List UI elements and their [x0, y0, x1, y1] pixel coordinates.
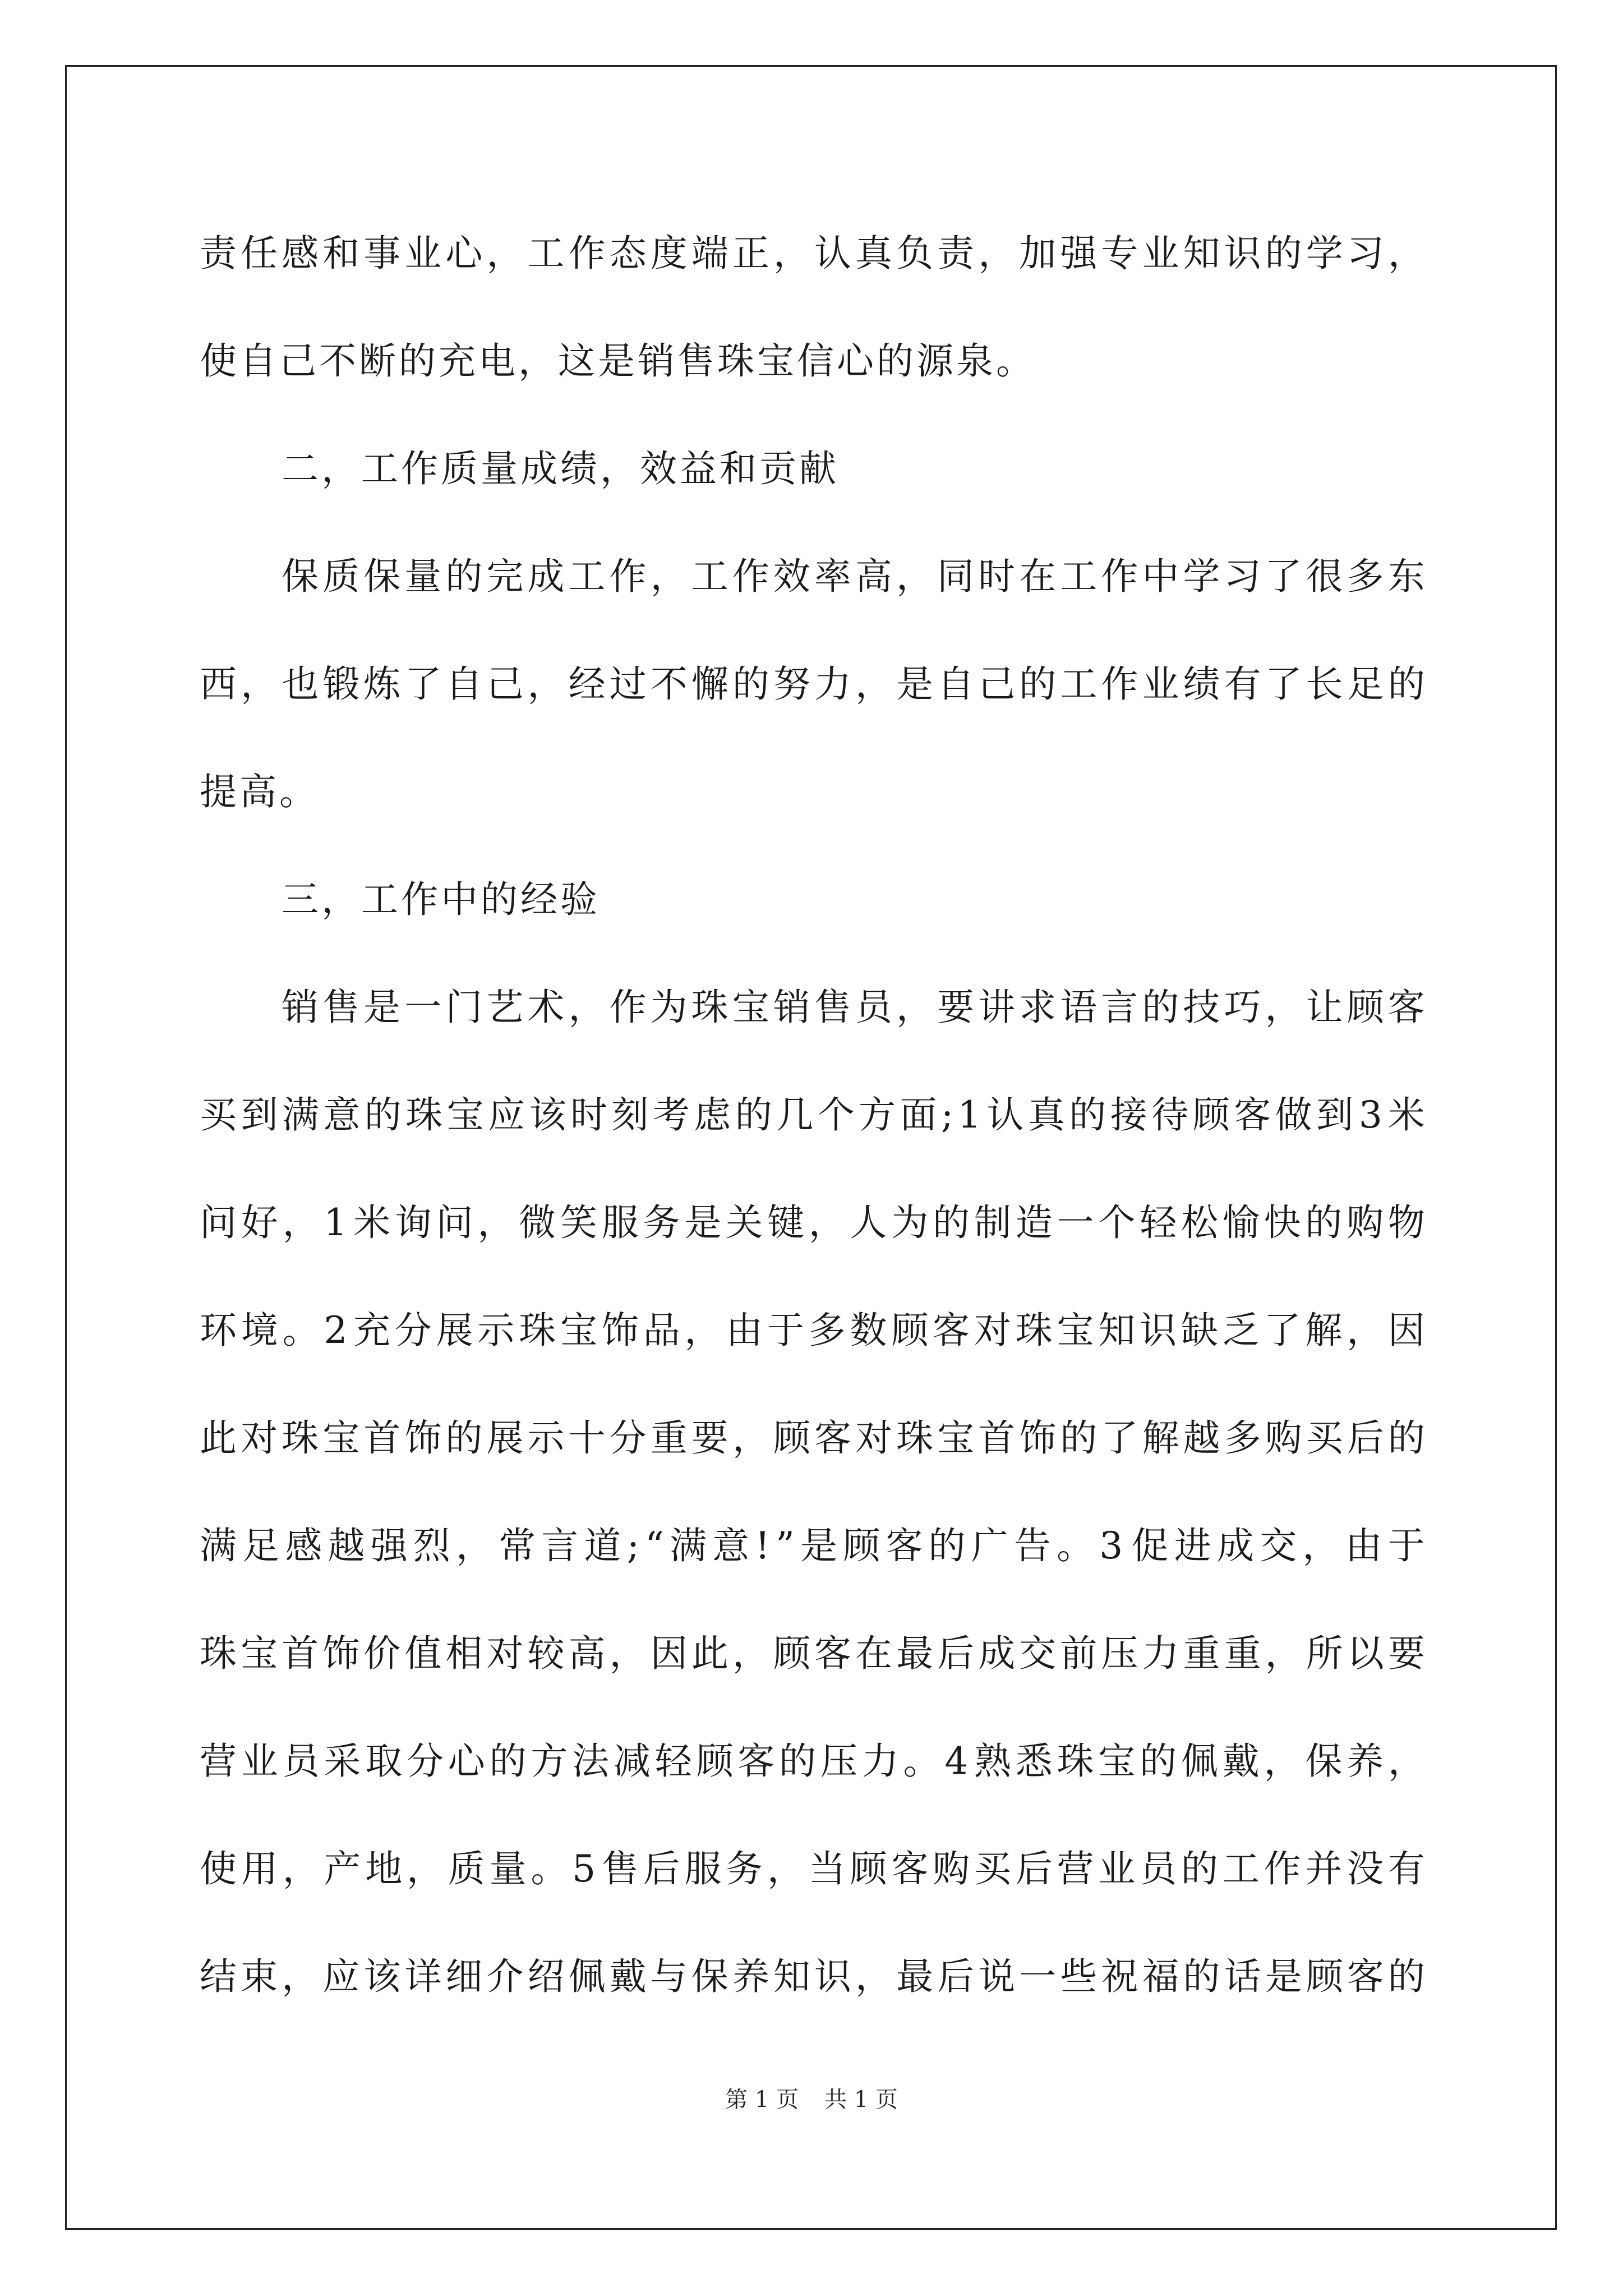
- page-number-total: 共 1 页: [824, 2087, 898, 2113]
- page-footer: [0, 2086, 1623, 2114]
- text-line: 保 质 保 量 的 完 成 工 作 ， 工 作 效 率 高 ， 同 时 在 工 作 中 学 习 了 很 多 东: [282, 555, 1428, 598]
- text-line: 结 束 ， 应 该 详 细 介 绍 佩 戴 与 保 养 知 识 ， 最 后 说 一 些 祝 福 的 话 是 顾 客 的: [200, 1955, 1428, 1998]
- text-line: 环 境 。 2 充 分 展 示 珠 宝 饰 品 ， 由 于 多 数 顾 客 对 珠 宝 知 识 缺 乏 了 解 ， 因: [200, 1309, 1428, 1352]
- text-line: 二，工作质量成绩，效益和贡献: [282, 447, 839, 490]
- text-line: 销 售 是 一 门 艺 术 ， 作 为 珠 宝 销 售 员 ， 要 讲 求 语 言 的 技 巧 ， 让 顾 客: [282, 986, 1428, 1029]
- text-line: 珠 宝 首 饰 价 值 相 对 较 高 ， 因 此 ， 顾 客 在 最 后 成 交 前 压 力 重 重 ， 所 以 要: [200, 1632, 1428, 1675]
- text-line: 满 足 感 越 强 烈 ， 常 言 道 ; “ 满 意 ! ” 是 顾 客 的 广 告 。 3 促 进 成 交 ， 由 于: [200, 1524, 1428, 1567]
- text-line: 使 用 ， 产 地 ， 质 量 。 5 售 后 服 务 ， 当 顾 客 购 买 后 营 业 员 的 工 作 并 没 有: [200, 1847, 1428, 1890]
- text-line: 责 任 感 和 事 业 心 ， 工 作 态 度 端 正 ， 认 真 负 责 ， 加 强 专 业 知 识 的 学 习 ，: [200, 232, 1428, 275]
- page-number-current: 第 1 页: [725, 2087, 799, 2113]
- text-line: 买 到 满 意 的 珠 宝 应 该 时 刻 考 虑 的 几 个 方 面 ; 1 认 真 的 接 待 顾 客 做 到 3 米: [200, 1093, 1428, 1137]
- text-line: 问 好 ， 1 米 询 问 ， 微 笑 服 务 是 关 键 ， 人 为 的 制 造 一 个 轻 松 愉 快 的 购 物: [200, 1201, 1428, 1244]
- text-line: 西 ， 也 锻 炼 了 自 己 ， 经 过 不 懈 的 努 力 ， 是 自 己 的 工 作 业 绩 有 了 长 足 的: [200, 662, 1428, 706]
- text-line: 提高。: [200, 770, 319, 813]
- document-body: [200, 200, 1428, 2031]
- text-line: 此 对 珠 宝 首 饰 的 展 示 十 分 重 要 ， 顾 客 对 珠 宝 首 饰 的 了 解 越 多 购 买 后 的: [200, 1416, 1428, 1460]
- text-line: 使自己不断的充电，这是销售珠宝信心的源泉。: [200, 339, 1036, 383]
- text-line: 营 业 员 采 取 分 心 的 方 法 减 轻 顾 客 的 压 力 。 4 熟 悉 珠 宝 的 佩 戴 ， 保 养 ，: [200, 1740, 1428, 1783]
- text-line: 三，工作中的经验: [282, 878, 600, 921]
